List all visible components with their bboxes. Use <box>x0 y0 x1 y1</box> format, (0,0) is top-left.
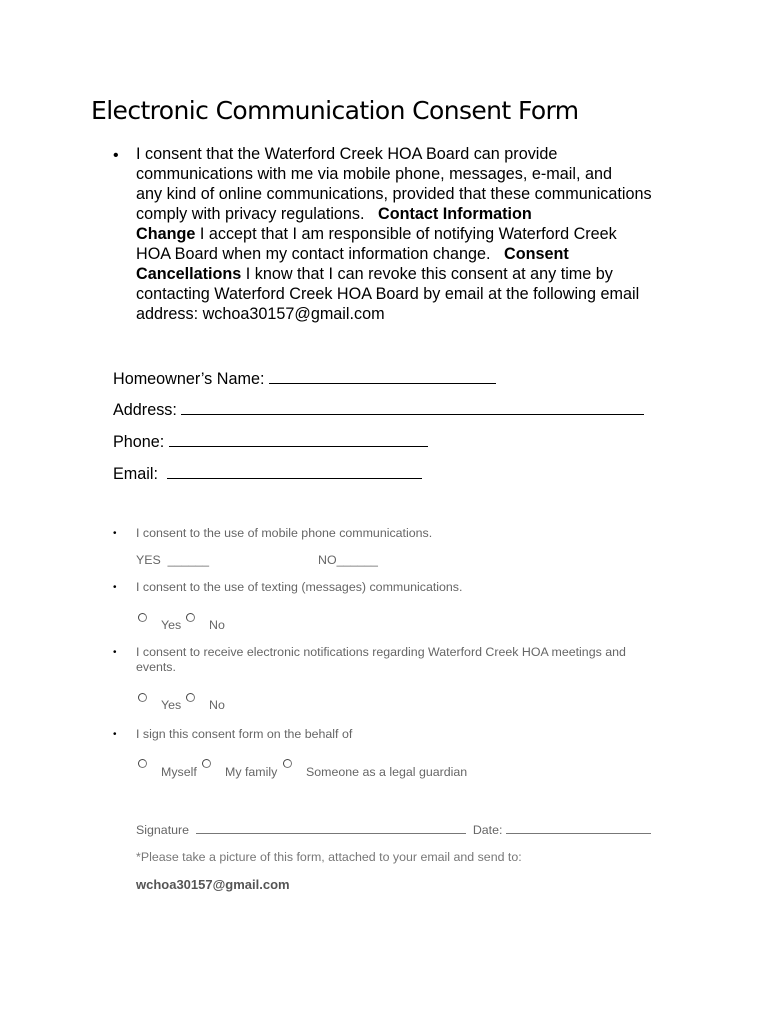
paragraph-text: HOA Board when my contact information change. <box>136 245 505 263</box>
paragraph-line <box>136 244 696 264</box>
signature-label: Signature <box>136 823 196 837</box>
date-label: Date: <box>465 823 506 837</box>
paragraph-line: any kind of online communications, provided that these communications <box>136 185 652 203</box>
question-notifications-line2: events. <box>136 660 176 674</box>
myself-radio[interactable] <box>138 759 147 768</box>
footer-email[interactable]: wchoa30157@gmail.com <box>136 877 290 892</box>
address-row <box>113 398 644 420</box>
bullet-dot: • <box>113 647 117 658</box>
paragraph-text: comply with privacy regulations. <box>136 205 379 223</box>
homeowner-name-row <box>113 367 496 389</box>
page-title: Electronic Communication Consent Form <box>91 96 579 125</box>
consent-paragraph <box>136 144 696 324</box>
texting-no-label: No <box>209 618 225 632</box>
phone-label: Phone: <box>113 433 169 451</box>
signature-field[interactable] <box>196 822 466 834</box>
bullet-dot: • <box>113 582 117 593</box>
question-notifications-line1: I consent to receive electronic notifications regarding Waterford Creek HOA meetings and <box>136 645 626 659</box>
paragraph-line <box>136 264 696 284</box>
bullet-dot: • <box>113 528 117 539</box>
address-label: Address: <box>113 401 182 419</box>
paragraph-line: address: wchoa30157@gmail.com <box>136 305 385 323</box>
homeowner-name-field[interactable] <box>269 367 496 384</box>
question-sign-behalf: I sign this consent form on the behalf of <box>136 727 353 741</box>
paragraph-text: I accept that I am responsible of notifying Waterford Creek <box>195 225 617 243</box>
question-texting: I consent to the use of texting (messages) communications. <box>136 580 463 594</box>
bullet-dot: • <box>113 147 119 164</box>
my-family-radio[interactable] <box>202 759 211 768</box>
bullet-dot: • <box>113 729 117 740</box>
mobile-phone-no-field[interactable]: NO______ <box>318 553 378 567</box>
date-field[interactable] <box>506 822 651 834</box>
contact-information-heading: Contact Information <box>378 205 532 223</box>
phone-field[interactable] <box>169 430 428 447</box>
myself-label: Myself <box>161 765 197 779</box>
phone-row <box>113 430 428 452</box>
consent-heading: Consent <box>504 245 569 263</box>
my-family-label: My family <box>225 765 278 779</box>
address-field[interactable] <box>181 398 644 415</box>
paragraph-line: contacting Waterford Creek HOA Board by email at the following email <box>136 285 640 303</box>
notifications-yes-label: Yes <box>161 698 182 712</box>
notifications-no-radio[interactable] <box>186 693 195 702</box>
email-label: Email: <box>113 465 167 483</box>
signature-row <box>136 822 651 838</box>
legal-guardian-label: Someone as a legal guardian <box>306 765 468 779</box>
paragraph-line: communications with me via mobile phone, messages, e-mail, and <box>136 165 612 183</box>
email-field[interactable] <box>167 462 422 479</box>
legal-guardian-radio[interactable] <box>283 759 292 768</box>
paragraph-text: I know that I can revoke this consent at any time by <box>241 265 613 283</box>
mobile-phone-yes-field[interactable]: YES ______ <box>136 553 210 567</box>
paragraph-line: I consent that the Waterford Creek HOA Board can provide <box>136 145 558 163</box>
footer-note: *Please take a picture of this form, attached to your email and send to: <box>136 850 522 864</box>
homeowner-name-label: Homeowner’s Name: <box>113 370 269 388</box>
change-heading: Change <box>136 225 196 243</box>
email-row <box>113 462 422 484</box>
notifications-yes-radio[interactable] <box>138 693 147 702</box>
paragraph-line <box>136 204 696 224</box>
cancellations-heading: Cancellations <box>136 265 242 283</box>
texting-yes-radio[interactable] <box>138 613 147 622</box>
paragraph-line <box>136 224 696 244</box>
question-mobile-phone: I consent to the use of mobile phone communications. <box>136 526 433 540</box>
texting-no-radio[interactable] <box>186 613 195 622</box>
texting-yes-label: Yes <box>161 618 182 632</box>
notifications-no-label: No <box>209 698 225 712</box>
